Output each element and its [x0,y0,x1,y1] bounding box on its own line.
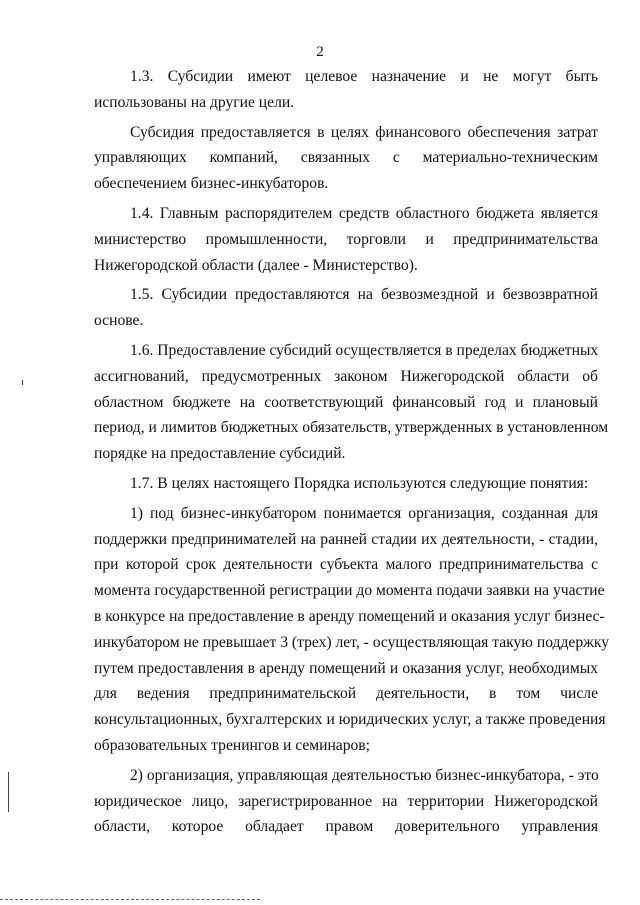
text-line: 1.3. Субсидии имеют целевое назначение и не могут быть [130,68,598,85]
text-line: момента государственной регистрации до момента подачи заявки на участие [94,582,605,600]
text-line: поддержки предпринимателей на ранней стадии их деятельности, - стадии, [94,530,598,548]
text-line: порядке на предоставление субсидий. [94,445,346,463]
paragraph [94,501,610,759]
scan-bottom-edge [0,899,260,901]
text-line: путем предоставления в аренду помещений и оказания услуг, необходимых [94,659,598,677]
text-line: Субсидия предоставляется в целях финансового обеспечения затрат [130,123,598,141]
text-line: 1.5. Субсидии предоставляются на безвозмездной и безвозвратной [130,286,598,304]
text-line: консультационных, бухгалтерских и юридических услуг, а также проведения [94,711,606,729]
scan-margin-mark [8,772,9,812]
text-line: инкубатором не превышает 3 (трех) лет, - осуществляющая такую поддержку [94,633,610,651]
scan-margin-mark [22,380,23,385]
text-line: Нижегородской области (далее - Министерство). [94,256,418,274]
text-line: ассигнований, предусмотренных законом Нижегородской области об [94,367,598,385]
text-line: 1.6. Предоставление субсидий осуществляется в пределах бюджетных [130,341,599,359]
paragraph [94,471,598,497]
text-line: 1.4. Главным распорядителем средств областного бюджета является [130,204,598,222]
paragraph [94,64,598,116]
text-line: 2) организация, управляющая деятельностью бизнес-инкубатора, - это [130,766,599,784]
paragraph [94,201,598,278]
text-line: основе. [94,312,144,330]
text-line: при которой срок деятельности субъекта малого предпринимательства с [94,556,598,574]
text-line: 1) под бизнес-инкубатором понимается организация, созданная для [130,504,598,522]
paragraph [94,282,598,334]
text-line: областном бюджете на соответствующий финансовый год и плановый [94,393,598,411]
text-line: в конкурсе на предоставление в аренду помещений и оказания услуг бизнес- [94,607,605,625]
paragraph [94,763,598,840]
text-line: для ведения предпринимательской деятельности, в том числе [94,685,598,703]
text-line: период, и лимитов бюджетных обязательств, утвержденных в установленном [94,419,609,437]
text-line: управляющих компаний, связанных с материально-техническим [94,149,598,167]
text-line: области, которое обладает правом доверительного управления [94,818,598,836]
text-line: юридическое лицо, зарегистрированное на территории Нижегородской [94,792,598,810]
text-line: обеспечением бизнес-инкубаторов. [94,175,329,193]
paragraph [94,120,598,197]
text-line: министерство промышленности, торговли и предпринимательства [94,230,598,248]
paragraph [94,338,609,467]
text-line: образовательных тренингов и семинаров; [94,736,371,754]
text-line: 1.7. В целях настоящего Порядка используются следующие понятия: [130,474,589,492]
document-body [94,64,610,844]
text-line: использованы на другие цели. [94,93,295,111]
page-number: 2 [316,44,324,60]
